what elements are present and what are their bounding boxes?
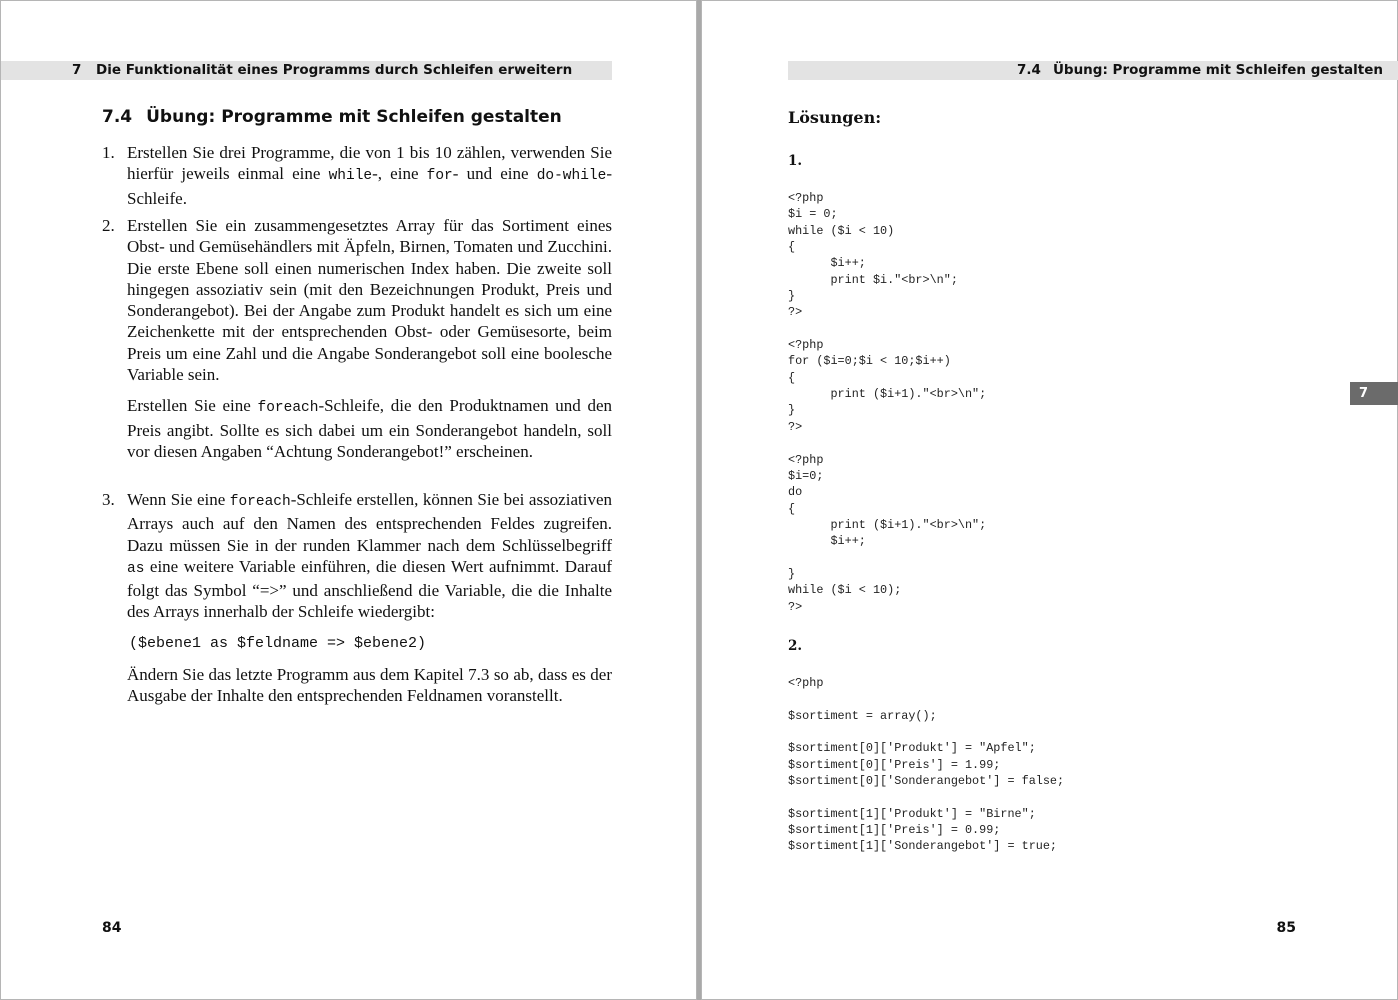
section-number: 7.4	[1017, 62, 1041, 78]
page-number: 85	[1276, 920, 1296, 936]
exercise-item-1	[102, 142, 612, 219]
section-title: Übung: Programme mit Schleifen gestalten	[146, 107, 562, 127]
inline-code: foreach	[257, 400, 319, 417]
inline-code: do-while	[536, 168, 607, 185]
inline-code: for	[426, 168, 453, 185]
section-title: Übung: Programme mit Schleifen gestalten	[1052, 62, 1383, 78]
inline-code: foreach	[229, 494, 291, 510]
text-run: Erstellen Sie eine	[127, 396, 258, 416]
text-run: Wenn Sie eine	[127, 490, 230, 509]
inline-code: as	[127, 560, 145, 577]
chapter-title: Die Funktionalität eines Programms durch Schleifen erweitern	[96, 62, 573, 78]
code-example: ($ebene1 as $feldname => $ebene2)	[129, 634, 427, 652]
exercise-item-3	[102, 489, 612, 717]
solution-label-1: 1.	[788, 153, 803, 169]
text-run: -Schleife, die den Produktnamen und den Preis angibt. Sollte es sich dabei um ein Sonderangebot handeln, soll vor diesen Angaben “Achtung Sonderangebot!” erscheinen.	[127, 396, 612, 461]
section-heading	[102, 107, 562, 127]
text-run: - und eine	[452, 164, 537, 184]
exercise-1-text	[127, 142, 612, 209]
exercise-3-text	[127, 489, 612, 623]
text-run: eine weitere Variable einführen, die diesen Wert aufnimmt. Darauf folgt das Symbol “=>” und anschließend die Variable, die die Inhalte des Arrays innerhalb der Schleife wiedergibt:	[127, 556, 612, 622]
section-number: 7.4	[102, 107, 133, 127]
exercise-2-text: Erstellen Sie ein zusammengesetztes Array für das Sortiment eines Obst- und Gemüsehändlers mit Äpfeln, Birnen, Tomaten und Zucchini. Die erste Ebene soll einen numerischen Index haben. Die zweite soll hingegen assoziativ sein (mit den Bezeichnungen Produkt, Preis und Sonderangebot). Bei der Angabe zum Produkt handelt es sich um eine Zeichenkette mit der entsprechenden Obst- oder Gemüsesorte, beim Preis um eine Zahl und die Angabe Sonderangebot soll eine boolesche Variable sein.	[127, 216, 612, 385]
chapter-thumb-tab: 7	[1350, 382, 1398, 405]
text-run: Erstellen Sie drei Programme, die von 1 bis 10 zählen, verwenden Sie hierfür jeweils einmal eine	[127, 143, 612, 184]
item-label: 2.	[102, 216, 115, 235]
exercise-2-text-2	[127, 395, 612, 462]
text-run: -, eine	[372, 164, 427, 184]
solution-label-2: 2.	[788, 638, 803, 654]
text-run: -Schleife.	[127, 164, 612, 208]
text-run: -Schleife erstellen, können Sie bei assoziativen Arrays auch auf den Namen des entsprechenden Feldes zugreifen. Dazu müssen Sie in der runden Klammer nach dem Schlüsselbegriff	[127, 490, 612, 555]
chapter-number: 7	[72, 62, 82, 78]
code-block-2: <?php $sortiment = array(); $sortiment[0]['Produkt'] = "Apfel"; $sortiment[0]['Preis'] = 1.99; $sortiment[0]['Sonderangebot'] = false; $sortiment[1]['Produkt'] = "Birne"; $sortiment[1]['Preis'] = 0.99; $sortiment[1]['Sonderangebot'] = true;	[788, 676, 1065, 854]
exercise-item-2	[102, 215, 612, 472]
left-page	[0, 0, 697, 1000]
right-page	[701, 0, 1398, 1000]
page-number: 84	[102, 920, 122, 936]
item-label: 3.	[102, 490, 115, 509]
inline-code: while	[328, 168, 373, 185]
exercise-3-text-2: Ändern Sie das letzte Programm aus dem Kapitel 7.3 so ab, dass es der Ausgabe der Inhalte den entsprechenden Feldnamen voranstellt.	[127, 665, 612, 706]
running-head-left	[1, 61, 612, 80]
code-block-1: <?php $i = 0; while ($i < 10) { $i++; print $i."<br>\n"; } ?> <?php for ($i=0;$i < 10;$i++) { print ($i+1)."<br>\n"; } ?> <?php $i=0; do { print ($i+1)."<br>\n"; $i++; } while ($i < 10); ?>	[788, 191, 987, 614]
item-label: 1.	[102, 143, 115, 162]
solutions-heading: Lösungen:	[788, 108, 882, 127]
running-head-right	[788, 61, 1398, 80]
